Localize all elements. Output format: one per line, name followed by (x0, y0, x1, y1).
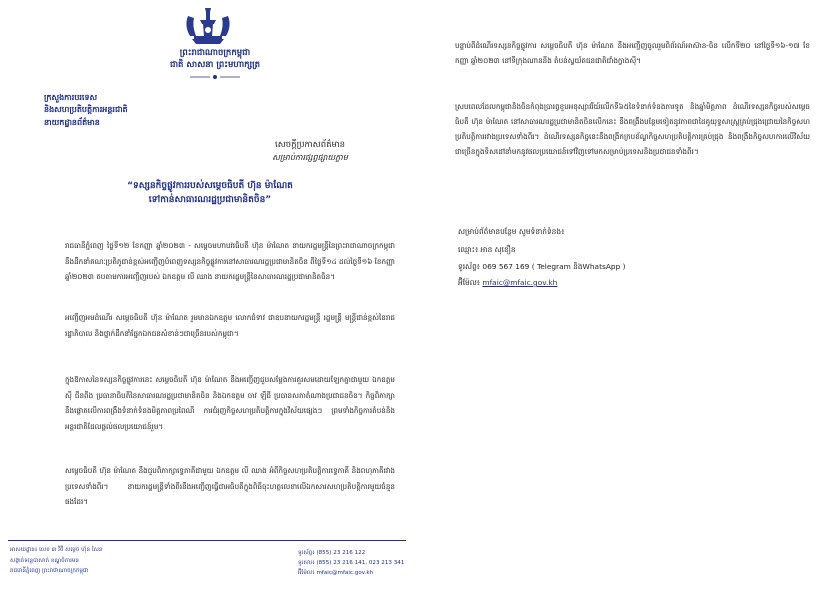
footer-address (10, 545, 200, 577)
contact-email-row (458, 278, 758, 289)
body-paragraph-2: អញ្ជើញអមដំណើរ សម្តេចធិបតី ហ៊ុន ម៉ាណែត រួមមានឯកឧត្តម លោកជំទាវ ជាឧបនាយករដ្ឋមន្ត្រី រដ្ឋមន្ត្រី មន្ត្រីជាន់ខ្ពស់នៃរាជរដ្ឋាភិបាល និងថ្នាក់ដឹកនាំផ្នែកឯកជនសំខាន់ៗជាច្រើនរបស់កម្ពុជា។ (65, 313, 395, 338)
contact-phone: ទូរស័ព្ទ៖ 069 567 169 ( Telegram និងWhatsApp ) (458, 262, 626, 271)
body-paragraph-6: ស្របពេលដែលកម្ពុជានិងចិនកំពុងប្រារព្ធខួបអនុស្សាវរីយ៍លើកទី៦៥នៃទំនាក់ទំនងការទូត និងឆ្នាំមិត្តភាព ដំណើរទស្សនកិច្ចរបស់សម្តេចធិបតី ហ៊ុន ម៉ាណែត នៅសាធារណរដ្ឋប្រជាមានិតចិនលើកនេះ នឹងពង្រឹងបន្ថែមទៀតនូវភាពជាដៃគូយុទ្ធសាស្ត្រគ្រប់ជ្រុងជ្រោយនៃកិច្ចសហប្រតិបត្តិការរវាងប្រទេសទាំងពីរ។ ដំណើរទស្សនកិច្ចនេះនឹងពង្រីកក្របខ័ណ្ឌកិច្ចសហប្រតិបត្តិការគ្រប់ជ្រុង និងពង្រឹងកិច្ចសហការលើវិស័យជាច្រើនក្នុងទិសដៅនាំមកនូវផលប្រយោជន៍ទៅវិញទៅមកសម្រាប់ប្រទេសនិងប្រជាជនទាំងពីរ។ (455, 102, 810, 156)
contact-header: សម្រាប់ព័ត៌មានបន្ថែម សូមទំនាក់ទំនង៖ (458, 227, 565, 236)
address-line: សង្កាត់ទន្លេបាសាក់ ខណ្ឌចំការមន (10, 557, 79, 564)
contact-name: ឈ្មោះ៖ អាន សុខឿន (458, 245, 516, 254)
body-paragraph-4: សម្តេចធិបតី ហ៊ុន ម៉ាណែត នឹងជួបពិភាក្សាទ្វេភាគីជាមួយ ឯកឧត្តម លី ឈាង អំពីកិច្ចសហប្រតិបត្តិការទ្វេភាគី និងពហុភាគីរវាងប្រទេសទាំងពីរ។ នាយករដ្ឋមន្ត្រីទាំងពីរនឹងអញ្ជើញធ្វើជាអធិបតីក្នុងពិធីចុះហត្ថលេខាលើឯកសារសហប្រតិបត្តិការមួយចំនួនផងដែរ។ (65, 466, 395, 506)
document-type: សេចក្តីប្រកាសព័ត៌មាន (275, 140, 345, 150)
national-motto: ជាតិ សាសនា ព្រះមហាក្សត្រ (169, 60, 261, 70)
footer-email[interactable]: អ៊ីម៉ែល៖ mfaic@mfaic.gov.kh (298, 570, 374, 576)
ornament-divider-icon (190, 74, 240, 80)
royal-coat-of-arms-icon (178, 6, 238, 46)
address-line: អាសយដ្ឋាន៖ លេខ ៣ វិថី សម្តេច ហ៊ុន សែន (10, 547, 103, 553)
body-paragraph-3: ក្នុងឱកាសនៃទស្សនកិច្ចផ្លូវការនេះ សម្តេចធិបតី ហ៊ុន ម៉ាណែត នឹងអញ្ជើញជួបសម្តែងការគួរសមដោយឡែកគ្នាជាមួយ ឯកឧត្តម ស៊ី ជីនពីង ប្រធានាធិបតីនៃសាធារណរដ្ឋប្រជាមានិតចិន និងឯកឧត្តម ចាវ ឡឺជី ប្រធានសភាតំណាងប្រជាជនចិន។ កិច្ចពិភាក្សានឹងផ្ដោតលើការពង្រឹងទំនាក់ទំនងមិត្តភាពប្រពៃណី ការជំរុញកិច្ចសហប្រតិបត្តិការក្នុងវិស័យផ្សេងៗ ព្រមទាំងកិច្ចការតំបន់និងអន្តរជាតិដែលផ្តល់ផលប្រយោជន៍រួម។ (65, 375, 395, 431)
ministry-name-line2: និងសហប្រតិបត្តិការអន្តរជាតិ (44, 105, 128, 114)
footer-divider (8, 540, 406, 541)
body-paragraph-5: បន្ទាប់ពីដំណើរទស្សនកិច្ចផ្លូវការ សម្តេចធិបតី ហ៊ុន ម៉ាណែត នឹងអញ្ជើញចូលរួមពិព័រណ៍អាស៊ាន-ចិន លើកទី២០ នៅថ្ងៃទី១៦-១៧ ខែកញ្ញា ឆ្នាំ២០២៣ នៅទីក្រុងណាននីង តំបន់ស្វយ័តជនជាតិជាំងក្វាងស៊ី។ (455, 41, 810, 65)
department-name: នាយកដ្ឋានព័ត៌មាន (44, 118, 100, 127)
footer-contact (298, 548, 413, 578)
contact-email-label: អ៊ីម៉ែល៖ (458, 278, 481, 287)
body-paragraph-1: រាជធានីភ្នំពេញ ថ្ងៃទី១២ ខែកញ្ញា ឆ្នាំ២០២៣ - សម្តេចមហាបវរធិបតី ហ៊ុន ម៉ាណែត នាយករដ្ឋមន្ត្រីនៃព្រះរាជាណាចក្រកម្ពុជា នឹងដឹកនាំគណៈប្រតិភូជាន់ខ្ពស់អញ្ជើញបំពេញទស្សនកិច្ចផ្លូវការនៅសាធារណរដ្ឋប្រជាមានិតចិន ពីថ្ងៃទី១៤ ដល់ថ្ងៃទី១៦ ខែកញ្ញា ឆ្នាំ២០២៣ តបតាមការអញ្ជើញរបស់ ឯកឧត្តម លី ឈាង នាយករដ្ឋមន្ត្រីនៃសាធារណរដ្ឋប្រជាមានិតចិន។ (65, 241, 395, 281)
address-line: រាជធានីភ្នំពេញ ព្រះរាជាណាចក្រកម្ពុជា (10, 568, 89, 574)
page-title-line2: ទៅកាន់សាធារណរដ្ឋប្រជាមានិតចិន” (148, 195, 272, 205)
ministry-name: ក្រសួងការបរទេស (44, 93, 98, 102)
contact-email-link[interactable]: mfaic@mfaic.gov.kh (482, 278, 558, 287)
kingdom-name: ព្រះរាជាណាចក្រកម្ពុជា (179, 48, 251, 58)
release-note: សម្រាប់ការផ្សព្វផ្សាយភ្លាម (272, 153, 348, 162)
footer-phone: ទូរស័ព្ទ៖ (855) 23 216 122 (298, 550, 366, 556)
footer-fax: ទូរសារ៖ (855) 23 216 141, 023 213 341 (298, 560, 405, 566)
press-release-page-2 (415, 0, 830, 594)
page-title: “ទស្សនកិច្ចផ្លូវការរបស់សម្តេចធិបតី ហ៊ុន ម៉ាណែត (127, 181, 293, 191)
